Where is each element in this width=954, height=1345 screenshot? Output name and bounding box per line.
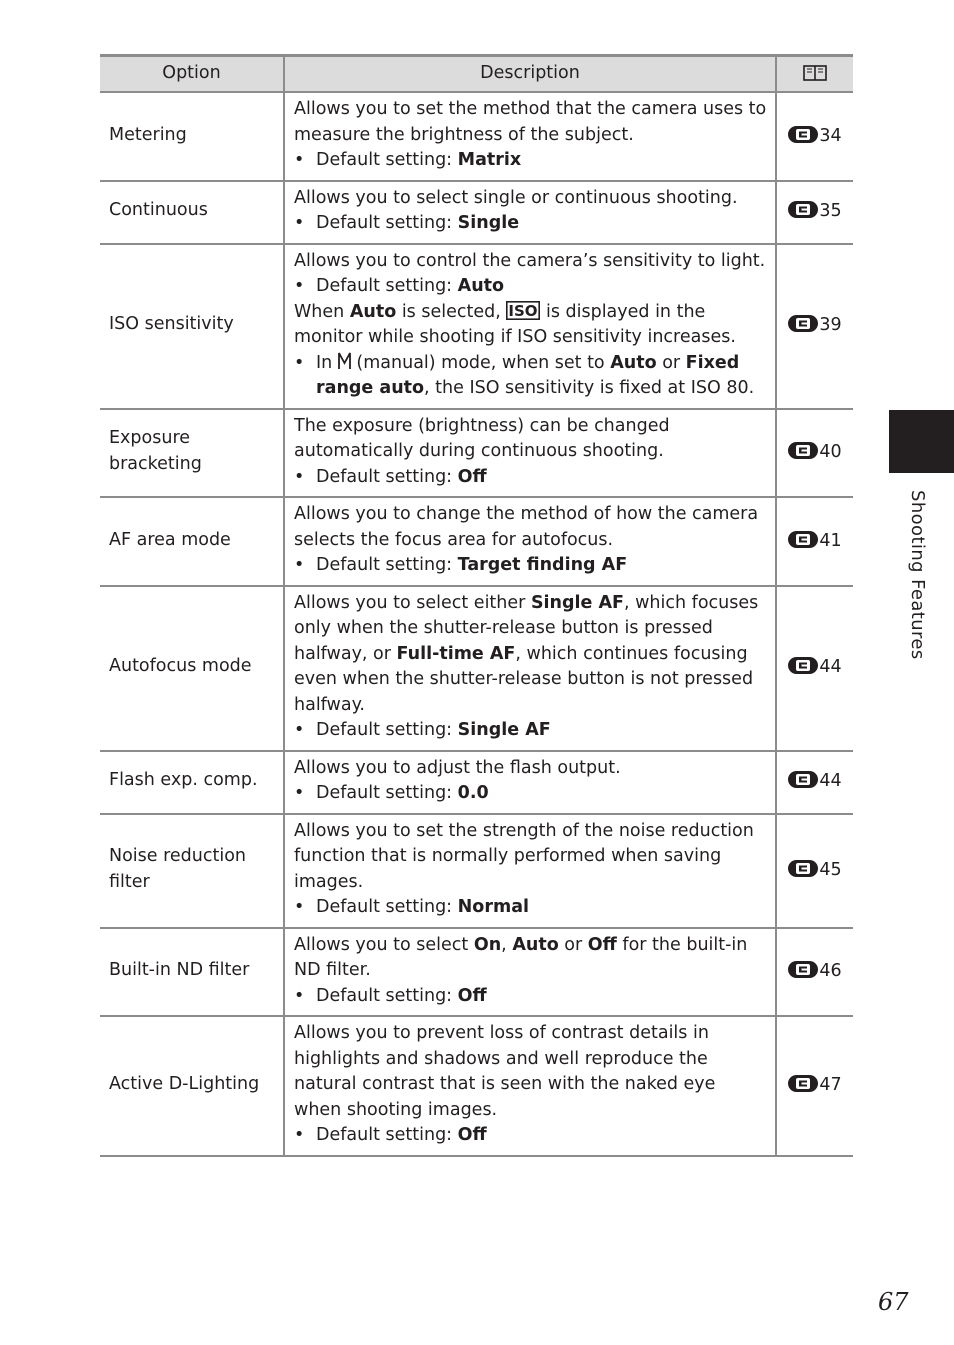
description-text: Allows you to prevent loss of contrast details in highlights and shadows and well reproduce the natural contrast that is seen with the naked eye when shooting images. [294, 1023, 716, 1120]
page-reference [776, 751, 853, 814]
page-reference [776, 244, 853, 409]
table-row [100, 497, 853, 586]
default-setting [294, 553, 767, 579]
default-setting [294, 895, 767, 921]
iso-icon [506, 301, 540, 320]
default-value: Target finding AF [457, 555, 628, 575]
description-text: Allows you to select either Single AF, which focuses only when the shutter-release button is pressed halfway, or Full-time AF, which continues focusing even when the shutter-release button is not pressed halfway. [294, 592, 759, 715]
svg-text:ISO: ISO [508, 301, 538, 320]
page-reference [776, 586, 853, 751]
page-reference [776, 1016, 853, 1156]
page-reference [776, 181, 853, 244]
book-icon [803, 65, 827, 81]
default-label: Default setting: [316, 783, 453, 803]
description-text: Allows you to select single or continuous shooting. [294, 187, 738, 208]
default-label: Default setting: [316, 1125, 453, 1145]
settings-table [100, 54, 853, 1157]
option-name: Continuous [100, 181, 284, 244]
description-text: Allows you to adjust the flash output. [294, 757, 621, 778]
default-value: Off [457, 466, 487, 487]
description-text: Allows you to set the strength of the noise reduction function that is normally performed when saving images. [294, 820, 754, 892]
table-row [100, 586, 853, 751]
e-reference-icon [788, 315, 818, 332]
default-value: Matrix [457, 150, 522, 170]
e-reference-icon [788, 657, 818, 674]
option-name: AF area mode [100, 497, 284, 586]
default-setting [294, 1123, 767, 1149]
default-value: Single AF [457, 720, 551, 740]
table-row [100, 751, 853, 814]
e-reference-icon [788, 531, 818, 548]
option-description [284, 181, 776, 244]
option-description [284, 751, 776, 814]
option-name: Active D-Lighting [100, 1016, 284, 1156]
reference-number: 34 [819, 125, 842, 146]
default-value: Single [457, 213, 520, 233]
e-reference-icon [788, 442, 818, 459]
option-name: Noise reduction filter [100, 814, 284, 928]
page-reference [776, 409, 853, 498]
default-value: Off [457, 985, 487, 1006]
manual-mode-note: • In (manual) mode, when set to Auto or Fixed range auto, the ISO sensitivity is fixed at ISO 80. [294, 351, 767, 402]
table-row [100, 1016, 853, 1156]
default-label: Default setting: [316, 555, 453, 575]
reference-number: 41 [819, 530, 842, 551]
reference-number: 45 [819, 859, 842, 880]
e-reference-icon [788, 1075, 818, 1092]
e-reference-icon [788, 961, 818, 978]
option-description [284, 92, 776, 181]
table-row [100, 409, 853, 498]
option-description [284, 409, 776, 498]
option-name: Metering [100, 92, 284, 181]
option-name: Exposure bracketing [100, 409, 284, 498]
default-label: Default setting: [316, 897, 453, 917]
default-setting [294, 781, 767, 807]
default-label: Default setting: [316, 985, 453, 1006]
option-name: Autofocus mode [100, 586, 284, 751]
option-description [284, 586, 776, 751]
option-description [284, 814, 776, 928]
option-description [284, 1016, 776, 1156]
reference-number: 46 [819, 961, 842, 981]
default-setting [294, 148, 767, 174]
page-reference [776, 92, 853, 181]
page-reference [776, 928, 853, 1017]
manual-mode-icon [338, 352, 351, 370]
default-label: Default setting: [316, 213, 453, 233]
description-text: The exposure (brightness) can be changed automatically during continuous shooting. [294, 415, 670, 461]
default-value: Normal [457, 897, 529, 917]
iso-note: When Auto is selected, ISO is displayed in the monitor while shooting if ISO sensitivity increases. [294, 301, 736, 347]
default-setting [294, 211, 767, 237]
default-setting [294, 274, 767, 300]
table-row [100, 244, 853, 409]
default-setting [294, 718, 767, 744]
description-text: Allows you to select On, Auto or Off for the built-in ND filter. [294, 934, 748, 980]
section-tab-marker [889, 410, 954, 473]
e-reference-icon [788, 201, 818, 218]
description-text: Allows you to control the camera’s sensitivity to light. [294, 250, 766, 271]
e-reference-icon [788, 126, 818, 143]
description-text: Allows you to change the method of how the camera selects the focus area for autofocus. [294, 504, 759, 550]
reference-number: 44 [819, 657, 842, 678]
default-setting [294, 465, 767, 491]
default-value: 0.0 [457, 783, 489, 803]
option-description [284, 497, 776, 586]
option-description [284, 244, 776, 409]
default-label: Default setting: [316, 150, 453, 170]
reference-number: 40 [819, 442, 842, 462]
option-description [284, 928, 776, 1017]
page-reference [776, 497, 853, 586]
page-reference [776, 814, 853, 928]
description-text: Allows you to set the method that the camera uses to measure the brightness of the subject. [294, 99, 767, 145]
default-label: Default setting: [316, 276, 453, 296]
section-tab-label: Shooting Features [907, 490, 928, 660]
reference-column-header [776, 56, 853, 93]
option-name: ISO sensitivity [100, 244, 284, 409]
reference-number: 47 [819, 1075, 842, 1095]
table-row [100, 814, 853, 928]
e-reference-icon [788, 771, 818, 788]
reference-number: 39 [819, 315, 842, 336]
default-setting [294, 984, 767, 1010]
table-row [100, 181, 853, 244]
option-name: Built-in ND filter [100, 928, 284, 1017]
e-reference-icon [788, 860, 818, 877]
default-label: Default setting: [316, 466, 453, 487]
page-number: 67 [878, 1288, 909, 1316]
default-label: Default setting: [316, 720, 453, 740]
reference-number: 44 [819, 771, 842, 792]
option-column-header: Option [100, 56, 284, 93]
option-name: Flash exp. comp. [100, 751, 284, 814]
default-value: Off [457, 1125, 487, 1145]
default-value: Auto [457, 276, 505, 296]
table-row [100, 928, 853, 1017]
description-column-header: Description [284, 56, 776, 93]
table-header-row [100, 56, 853, 93]
reference-number: 35 [819, 201, 842, 222]
table-row [100, 92, 853, 181]
